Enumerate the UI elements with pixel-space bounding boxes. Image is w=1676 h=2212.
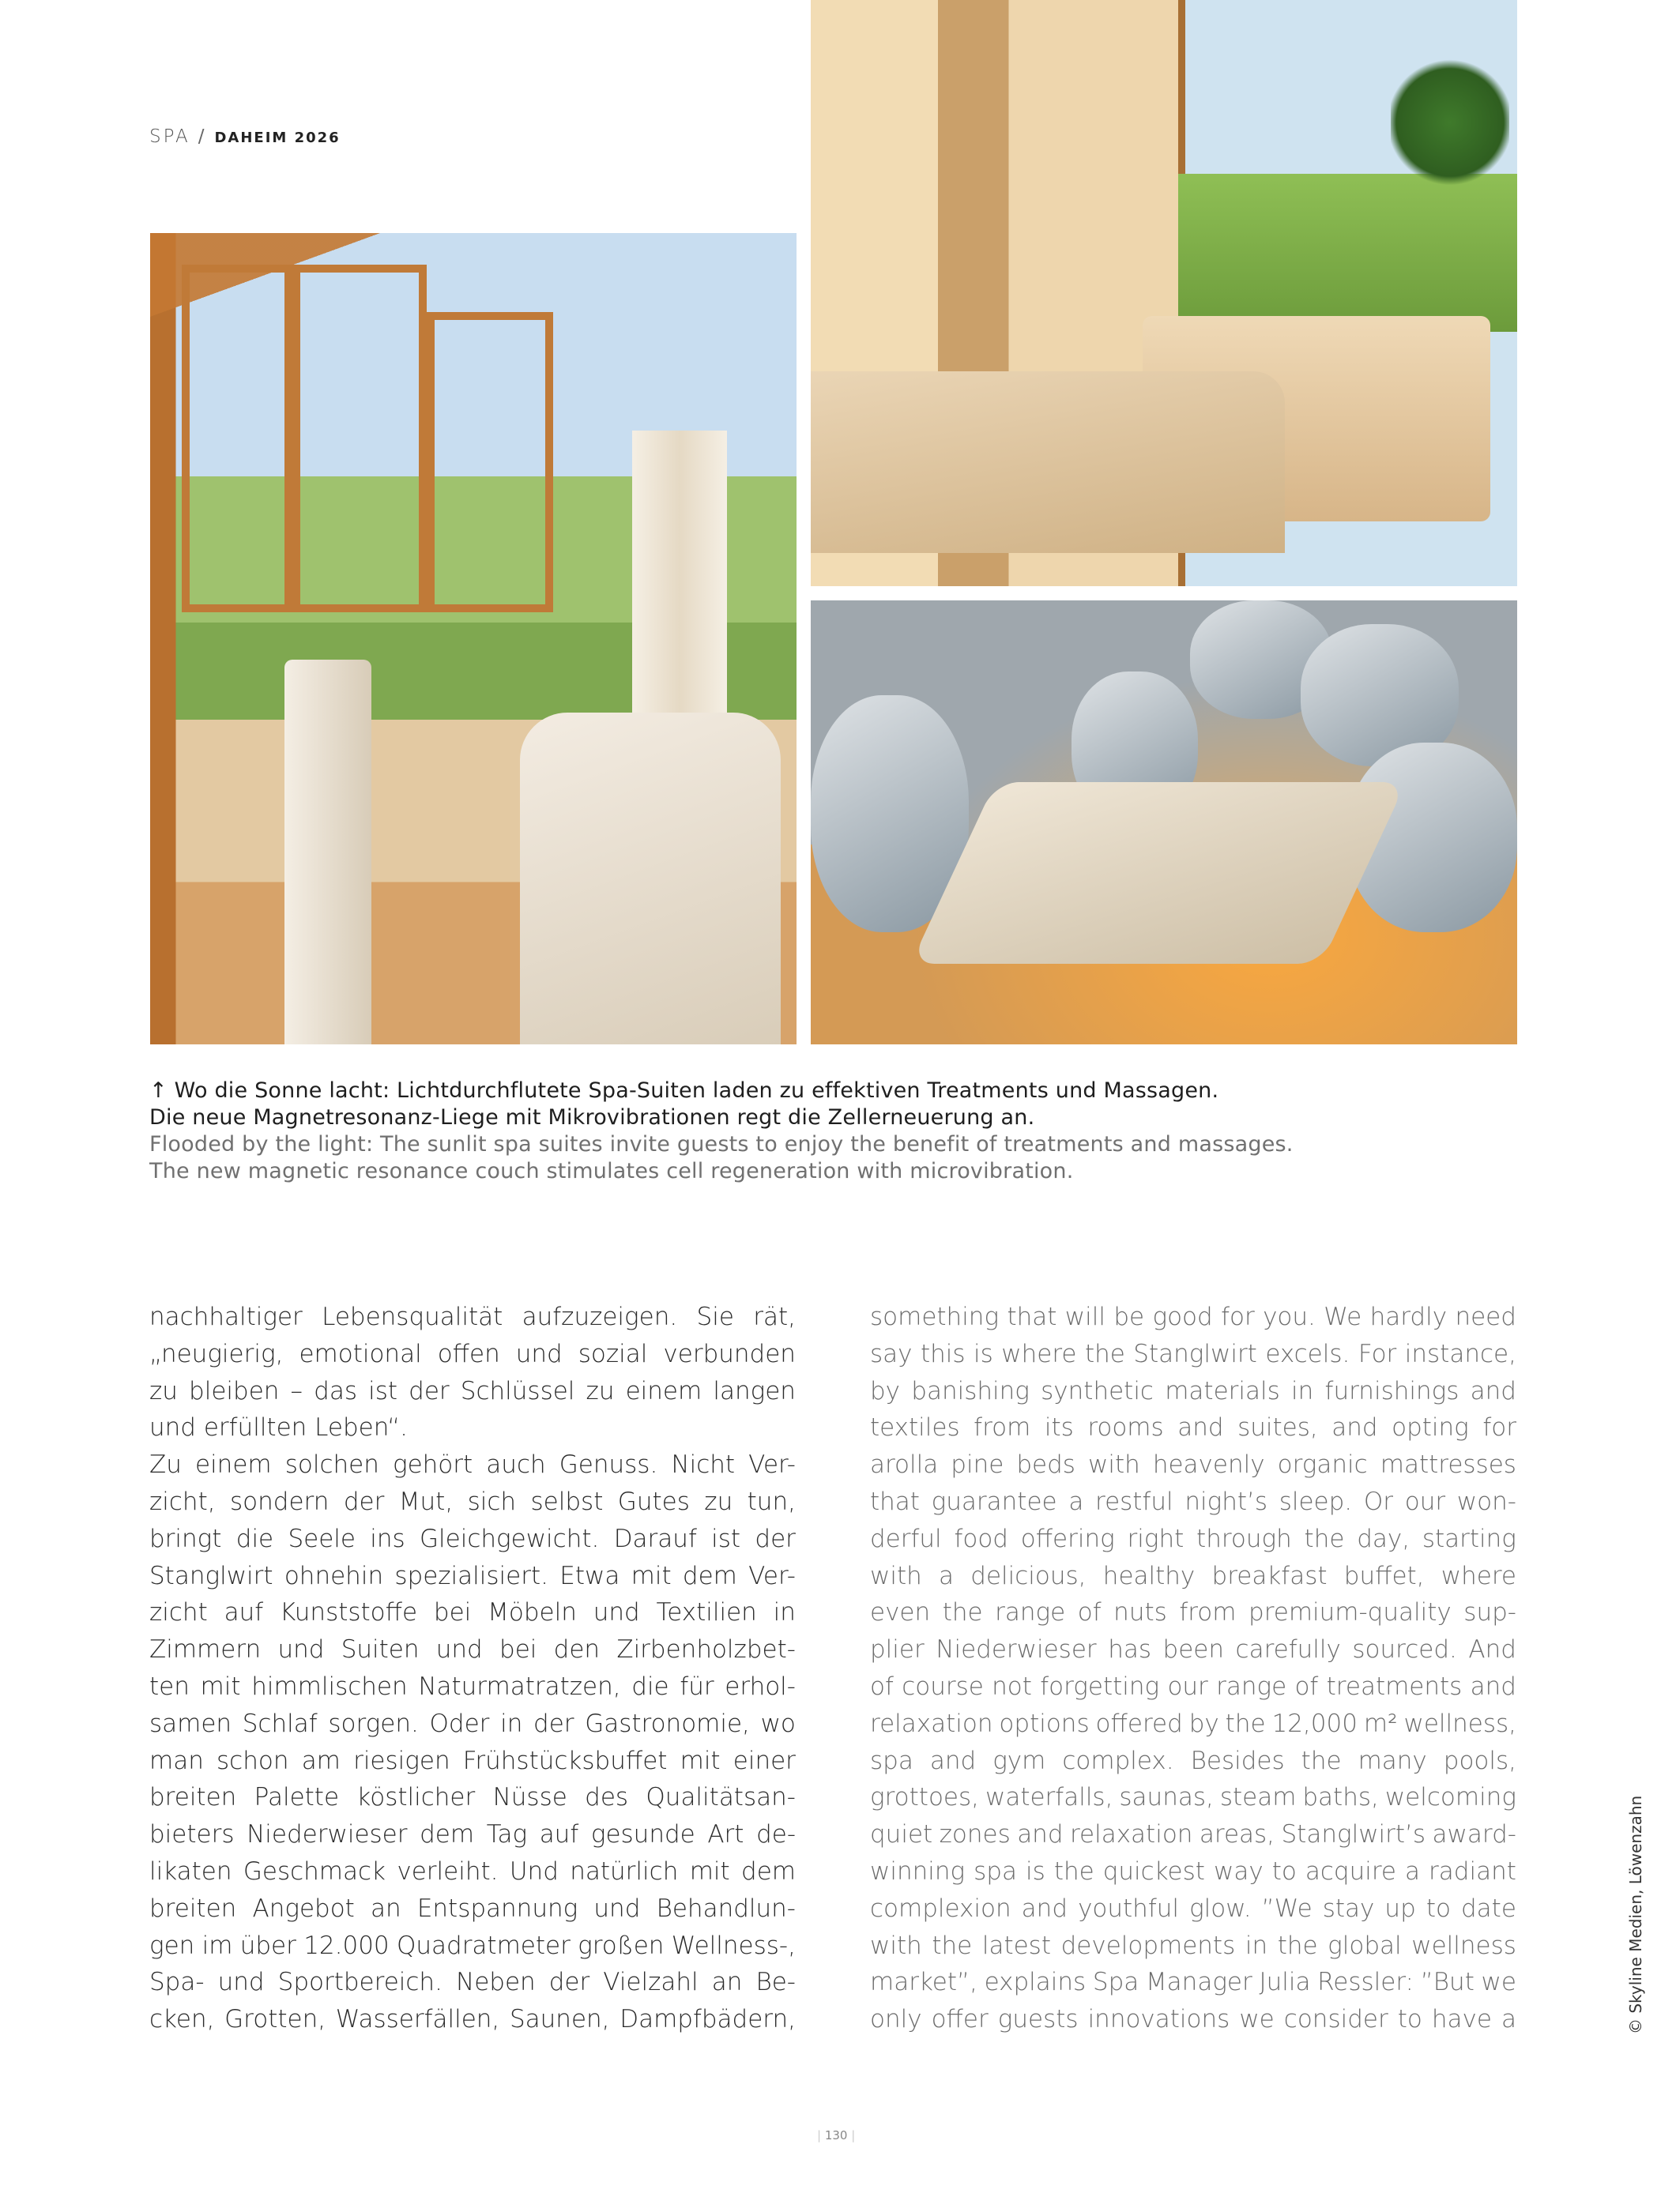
page-number: | 130 | (817, 2128, 856, 2142)
photo-spa-suite-treatment-room (150, 233, 797, 1044)
text-line: zu bleiben – das ist der Schlüssel zu einem langen (149, 1376, 796, 1405)
text-line: bringt die Seele ins Gleichgewicht. Darauf ist der (149, 1524, 796, 1553)
text-line: something that will be good for you. We hardly need (870, 1303, 1516, 1331)
text-line: zicht, sondern der Mut, sich selbst Gutes zu tun, (149, 1487, 796, 1516)
magnetic-resonance-lounger (910, 782, 1406, 964)
text-line: „neugierig, emotional offen und sozial verbunden (149, 1339, 796, 1368)
text-line: arolla pine beds with heavenly organic mattresses (870, 1450, 1516, 1480)
header-separator: / (198, 126, 207, 147)
text-line: breiten Angebot an Entspannung und Behandlun- (149, 1894, 796, 1923)
body-column-german (149, 1299, 796, 2038)
photo-credit: © Skyline Medien, Löwenzahn (1626, 1795, 1645, 2034)
counter-with-drinks (811, 371, 1285, 553)
arrow-up-icon: ↑ (149, 1078, 168, 1103)
text-line: man schon am riesigen Frühstücksbuffet mit einer (149, 1746, 796, 1775)
text-line: Zimmern und Suiten und bei den Zirbenholzbet- (149, 1635, 796, 1665)
caption-de-line: ↑ Wo die Sonne lacht: Lichtdurchflutete Spa-Suiten laden zu effektiven Treatments und Massagen. (149, 1078, 1219, 1103)
photo-massage-suite (811, 0, 1517, 586)
window-frame (292, 265, 427, 612)
text-line: complexion and youthful glow. ”We stay up to date (870, 1894, 1516, 1923)
window-frame (427, 312, 553, 612)
text-line: say this is where the Stanglwirt excels. For instance, (870, 1339, 1516, 1368)
text-line: of course not forgetting our range of treatments and (870, 1672, 1516, 1701)
text-line: quiet zones and relaxation areas, Stanglwirt’s award- (870, 1820, 1516, 1849)
text-line: winning spa is the quickest way to acquire a radiant (870, 1856, 1516, 1886)
text-line: grottoes, waterfalls, saunas, steam baths, welcoming (870, 1783, 1516, 1812)
text-line: textiles from its rooms and suites, and opting for (870, 1413, 1516, 1443)
text-line: likaten Geschmack verleiht. Und natürlich mit dem (149, 1856, 796, 1886)
text-line: even the range of nuts from premium-quality sup- (870, 1598, 1516, 1627)
tree (1391, 55, 1509, 190)
text-line: derful food offering right through the day, starting (870, 1524, 1516, 1553)
photo-caption (149, 1078, 1294, 1185)
text-line: Zu einem solchen gehört auch Genuss. Nicht Ver- (149, 1450, 796, 1480)
body-column-english (870, 1299, 1516, 2038)
text-line: only offer guests innovations we consider to have a (870, 2005, 1516, 2034)
caption-de-line: Die neue Magnetresonanz-Liege mit Mikrovibrationen regt die Zellerneuerung an. (149, 1105, 1035, 1130)
text-line: plier Niederwieser has been carefully sourced. And (870, 1635, 1516, 1665)
text-line: with the latest developments in the global wellness (870, 1931, 1516, 1960)
treatment-chair (520, 713, 781, 1044)
text-line: by banishing synthetic materials in furnishings and (870, 1376, 1516, 1405)
running-header (149, 126, 341, 147)
text-line: und erfüllten Leben“. (149, 1413, 409, 1443)
text-line: with a delicious, healthy breakfast buffet, where (870, 1561, 1516, 1590)
text-line: relaxation options offered by the 12,000 m² wellness, (870, 1709, 1516, 1738)
caption-en-line: Flooded by the light: The sunlit spa suites invite guests to enjoy the benefit of treatments and massages. (149, 1132, 1294, 1157)
section-label: SPA (149, 126, 190, 147)
photo-magnetic-resonance-couch-grotto (811, 600, 1517, 1044)
text-line: ten mit himmlischen Naturmatratzen, die für erhol- (149, 1672, 796, 1701)
text-line: zicht auf Kunststoffe bei Möbeln und Textilien in (149, 1598, 796, 1627)
text-line: samen Schlaf sorgen. Oder in der Gastronomie, wo (149, 1709, 796, 1738)
text-line: that guarantee a restful night’s sleep. Or our won- (870, 1487, 1516, 1516)
window-frame (182, 265, 292, 612)
text-line: market”, explains Spa Manager Julia Ressler: ”But we (870, 1968, 1516, 1997)
text-line: bieters Niederwieser dem Tag auf gesunde Art de- (149, 1820, 796, 1849)
meadow-view (1178, 174, 1517, 332)
treatment-device (284, 660, 371, 1044)
text-line: Spa- und Sportbereich. Neben der Vielzahl an Be- (149, 1968, 796, 1997)
text-line: spa and gym complex. Besides the many pools, (870, 1746, 1516, 1775)
text-line: cken, Grotten, Wasserfällen, Saunen, Dampfbädern, (149, 2005, 796, 2034)
text-line: breiten Palette köstlicher Nüsse des Qualitätsan- (149, 1783, 796, 1812)
text-line: Stanglwirt ohnehin spezialisiert. Etwa mit dem Ver- (149, 1561, 796, 1590)
text-line: nachhaltiger Lebensqualität aufzuzeigen. Sie rät, (149, 1303, 796, 1331)
text-line: gen im über 12.000 Quadratmeter großen Wellness-, (149, 1931, 796, 1960)
issue-label: DAHEIM 2026 (214, 130, 341, 146)
caption-en-line: The new magnetic resonance couch stimulates cell regeneration with microvibration. (149, 1159, 1074, 1183)
